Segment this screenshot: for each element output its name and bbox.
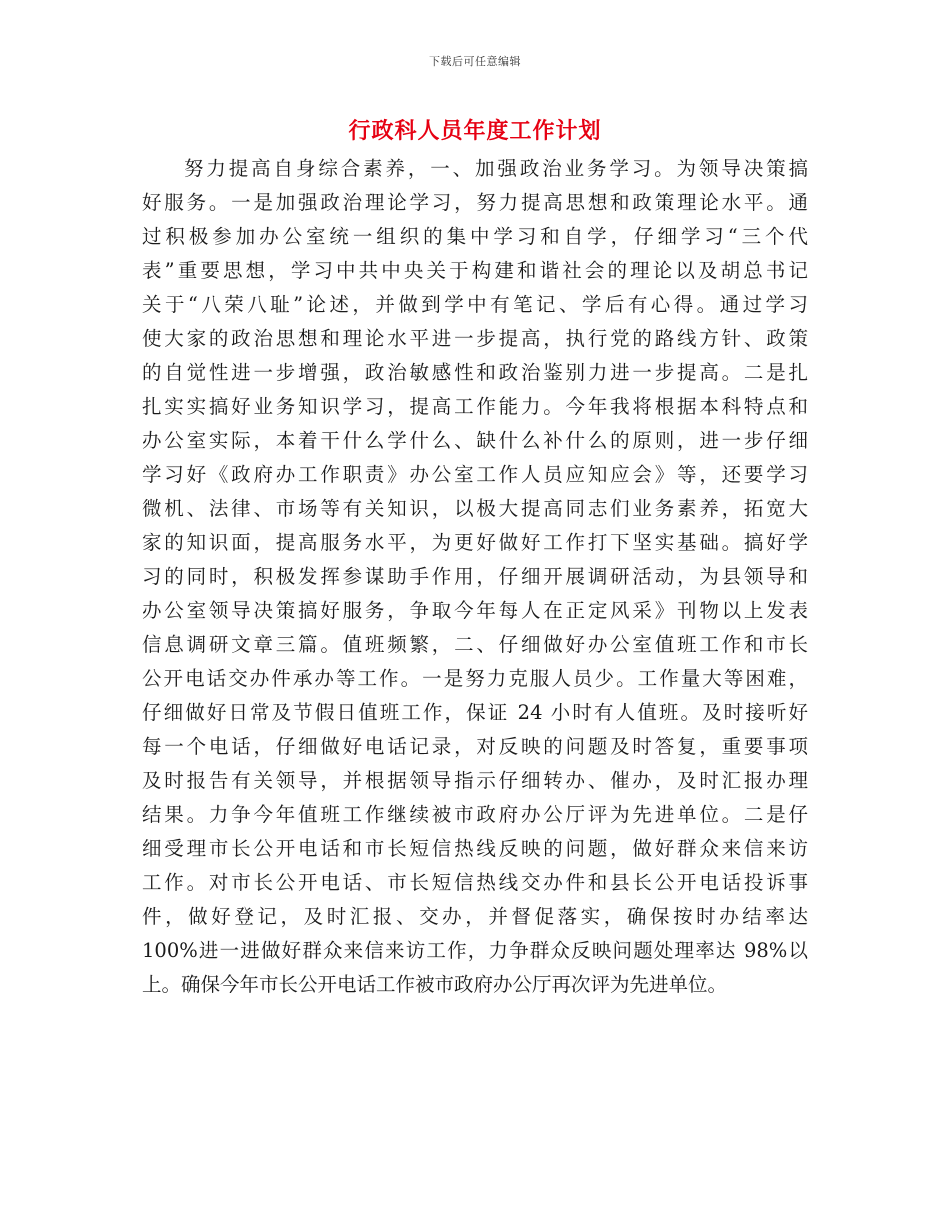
- document-body: [142, 152, 808, 1002]
- document-title: 行政科人员年度工作计划: [348, 118, 602, 144]
- page-header-note: 下载后可任意编辑: [429, 55, 521, 68]
- body-line: 扎实实搞好业务知识学习，提高工作能力。今年我将根据本科特点和: [142, 395, 808, 418]
- body-line: 仔细做好日常及节假日值班工作，保证 24 小时有人值班。及时接听好: [142, 701, 808, 724]
- body-line: 办公室实际，本着干什么学什么、缺什么补什么的原则，进一步仔细: [142, 429, 808, 452]
- body-line: 及时报告有关领导，并根据领导指示仔细转办、催办，及时汇报办理: [142, 769, 808, 792]
- body-line: 过积极参加办公室统一组织的集中学习和自学，仔细学习“三个代: [142, 225, 808, 248]
- body-line: 结果。力争今年值班工作继续被市政府办公厅评为先进单位。二是仔: [142, 803, 808, 826]
- body-line: 的自觉性进一步增强，政治敏感性和政治鉴别力进一步提高。二是扎: [142, 361, 808, 384]
- body-line: 表”重要思想，学习中共中央关于构建和谐社会的理论以及胡总书记: [142, 259, 808, 282]
- body-line: 关于“八荣八耻”论述，并做到学中有笔记、学后有心得。通过学习: [142, 293, 808, 316]
- body-line: 公开电话交办件承办等工作。一是努力克服人员少。工作量大等困难，: [142, 667, 808, 690]
- body-line: 好服务。一是加强政治理论学习，努力提高思想和政策理论水平。通: [142, 191, 808, 214]
- body-line: 办公室领导决策搞好服务，争取今年每人在正定风采》刊物以上发表: [142, 599, 808, 622]
- body-line: 100%进一进做好群众来信来访工作，力争群众反映问题处理率达 98%以: [142, 939, 808, 962]
- body-line: 家的知识面，提高服务水平，为更好做好工作打下坚实基础。搞好学: [142, 531, 808, 554]
- body-line: 件，做好登记，及时汇报、交办，并督促落实，确保按时办结率达: [142, 905, 808, 928]
- body-line: 信息调研文章三篇。值班频繁，二、仔细做好办公室值班工作和市长: [142, 633, 808, 656]
- body-line: 学习好《政府办工作职责》办公室工作人员应知应会》等，还要学习: [142, 463, 808, 486]
- body-line: 细受理市长公开电话和市长短信热线反映的问题，做好群众来信来访: [142, 837, 808, 860]
- body-line: 使大家的政治思想和理论水平进一步提高，执行党的路线方针、政策: [142, 327, 808, 350]
- body-line: 工作。对市长公开电话、市长短信热线交办件和县长公开电话投诉事: [142, 871, 808, 894]
- body-line: 每一个电话，仔细做好电话记录，对反映的问题及时答复，重要事项: [142, 735, 808, 758]
- body-line: 习的同时，积极发挥参谋助手作用，仔细开展调研活动，为县领导和: [142, 565, 808, 588]
- body-line: 努力提高自身综合素养，一、加强政治业务学习。为领导决策搞: [184, 157, 808, 180]
- body-line: 微机、法律、市场等有关知识，以极大提高同志们业务素养，拓宽大: [142, 497, 808, 520]
- body-line: 上。确保今年市长公开电话工作被市政府办公厅再次评为先进单位。: [142, 973, 728, 996]
